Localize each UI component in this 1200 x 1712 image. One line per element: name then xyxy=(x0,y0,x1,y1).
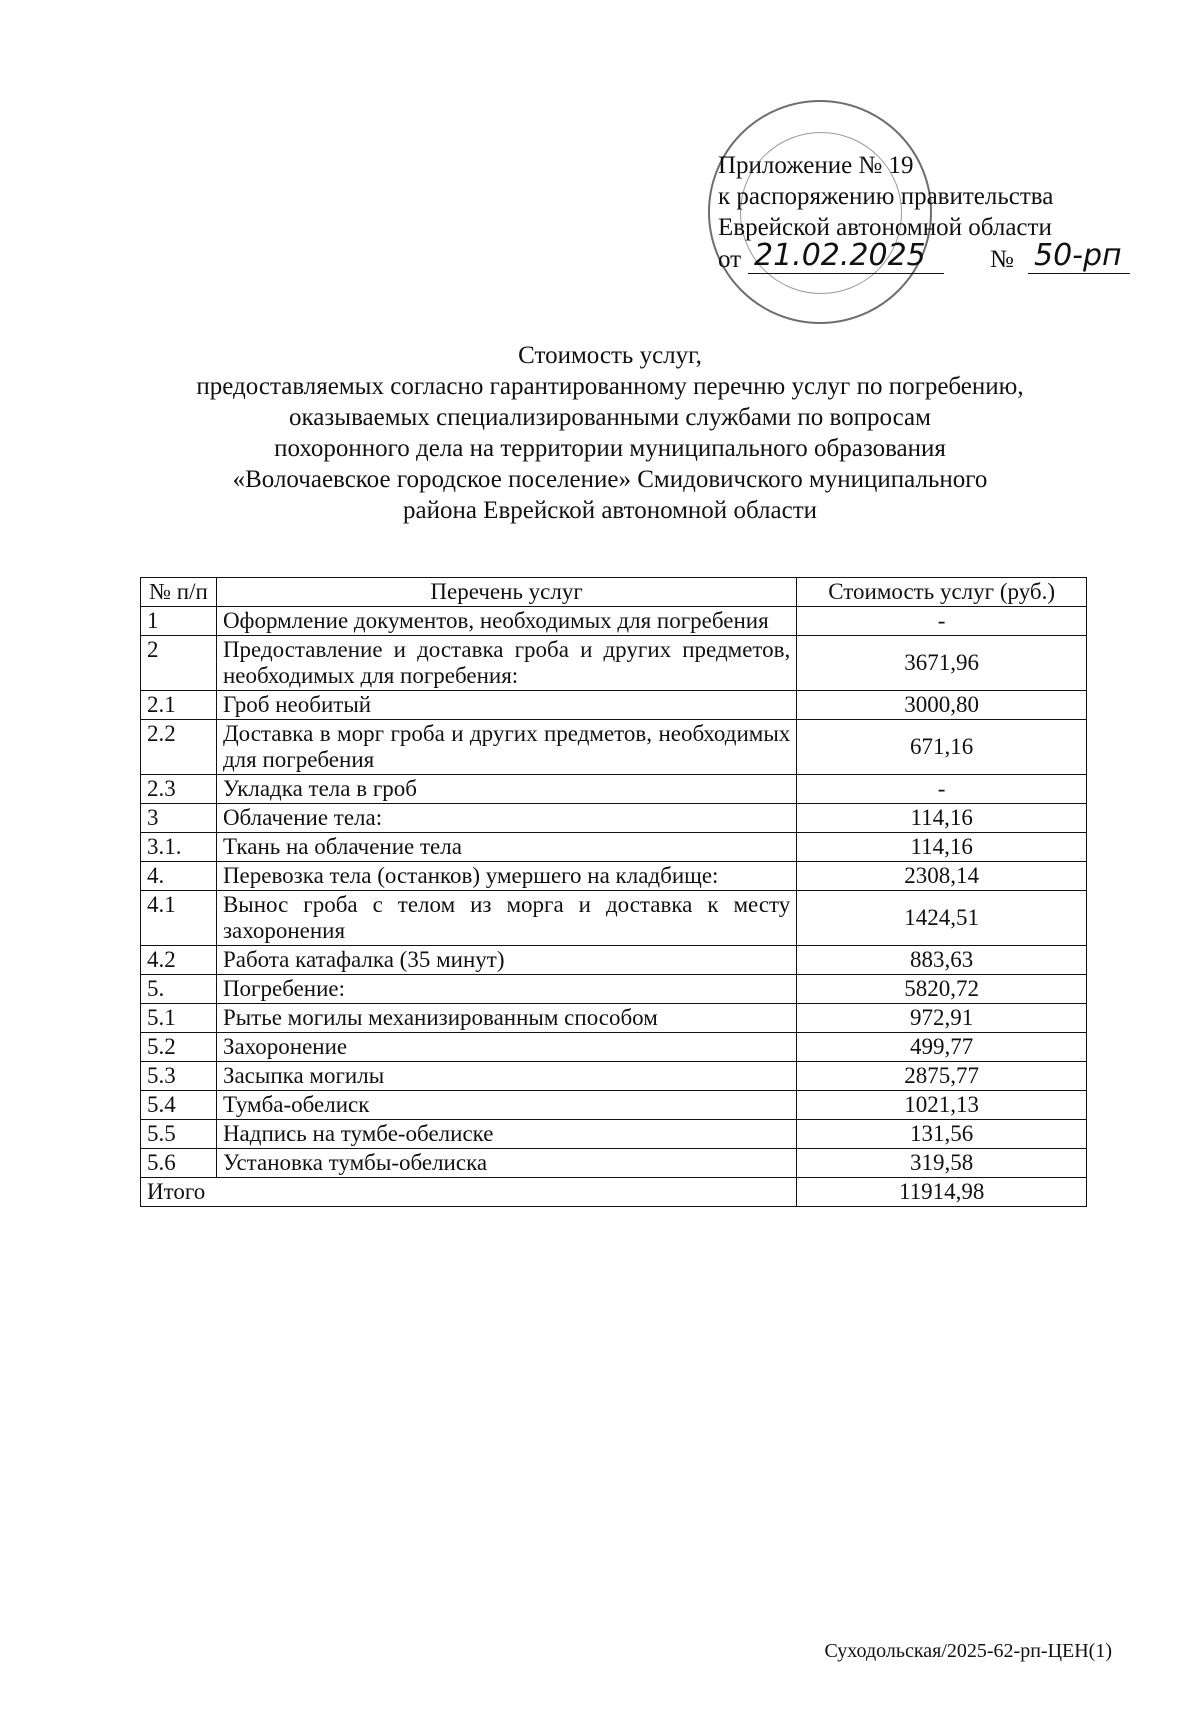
table-body xyxy=(141,607,1087,1207)
row-price: 3671,96 xyxy=(797,636,1087,691)
heading-line-6: района Еврейской автономной области xyxy=(402,497,818,524)
heading-line-4: похоронного дела на территории муниципального образования xyxy=(274,435,946,462)
table-row xyxy=(141,891,1087,946)
table-row xyxy=(141,636,1087,691)
annex-order-line: к распоряжению правительства xyxy=(718,183,1054,210)
row-price: 499,77 xyxy=(797,1033,1087,1062)
table-row xyxy=(141,775,1087,804)
header-services: Перечень услуг xyxy=(216,578,796,607)
row-price: 2875,77 xyxy=(797,1062,1087,1091)
header-cost: Стоимость услуг (руб.) xyxy=(797,578,1087,607)
row-service: Работа катафалка (35 минут) xyxy=(216,946,796,975)
row-number: 2.3 xyxy=(141,775,217,804)
total-label: Итого xyxy=(141,1178,797,1207)
document-heading xyxy=(140,340,1080,526)
row-number: 5.3 xyxy=(141,1062,217,1091)
row-price: 114,16 xyxy=(797,833,1087,862)
row-number: 5.4 xyxy=(141,1091,217,1120)
row-number: 2.1 xyxy=(141,691,217,720)
table-row xyxy=(141,804,1087,833)
annex-region-line: Еврейской автономной области xyxy=(718,214,1052,241)
row-number: 5.2 xyxy=(141,1033,217,1062)
table-total-row xyxy=(141,1178,1087,1207)
table-row xyxy=(141,720,1087,775)
table-row xyxy=(141,1091,1087,1120)
row-number: 5. xyxy=(141,975,217,1004)
row-service: Захоронение xyxy=(216,1033,796,1062)
header-number: № п/п xyxy=(141,578,217,607)
row-service: Облачение тела: xyxy=(216,804,796,833)
row-price: - xyxy=(797,775,1087,804)
table-row xyxy=(141,1120,1087,1149)
table-row xyxy=(141,1062,1087,1091)
order-number-label: № xyxy=(990,246,1014,273)
row-price: 883,63 xyxy=(797,946,1087,975)
row-number: 4.1 xyxy=(141,891,217,946)
row-number: 4. xyxy=(141,862,217,891)
document-footer-code: Суходольская/2025-62-рп-ЦЕН(1) xyxy=(824,1640,1112,1662)
table-row xyxy=(141,975,1087,1004)
order-number-handwritten: 50-рп xyxy=(1028,238,1130,274)
row-price: 671,16 xyxy=(797,720,1087,775)
row-service: Засыпка могилы xyxy=(216,1062,796,1091)
heading-line-1: Стоимость услуг, xyxy=(518,342,702,369)
order-date-handwritten: 21.02.2025 xyxy=(748,238,944,274)
row-price: 319,58 xyxy=(797,1149,1087,1178)
row-service: Гроб необитый xyxy=(216,691,796,720)
annex-title: Приложение № 19 xyxy=(718,152,914,179)
total-value: 11914,98 xyxy=(797,1178,1087,1207)
row-service: Погребение: xyxy=(216,975,796,1004)
row-number: 2.2 xyxy=(141,720,217,775)
row-service: Доставка в морг гроба и других предметов, необходимых для погребения xyxy=(216,720,796,775)
row-service: Установка тумбы-обелиска xyxy=(216,1149,796,1178)
order-reference xyxy=(718,238,1122,284)
services-cost-table xyxy=(140,577,1087,1207)
row-number: 3.1. xyxy=(141,833,217,862)
row-number: 3 xyxy=(141,804,217,833)
row-price: 5820,72 xyxy=(797,975,1087,1004)
table-row xyxy=(141,1033,1087,1062)
row-service: Укладка тела в гроб xyxy=(216,775,796,804)
table-row xyxy=(141,833,1087,862)
row-number: 5.1 xyxy=(141,1004,217,1033)
row-service: Вынос гроба с телом из морга и доставка к месту захоронения xyxy=(216,891,796,946)
row-number: 2 xyxy=(141,636,217,691)
row-service: Перевозка тела (останков) умершего на кладбище: xyxy=(216,862,796,891)
row-price: 972,91 xyxy=(797,1004,1087,1033)
row-number: 4.2 xyxy=(141,946,217,975)
heading-line-2: предоставляемых согласно гарантированному перечню услуг по погребению, xyxy=(196,373,1024,400)
row-number: 5.5 xyxy=(141,1120,217,1149)
order-date-label: от xyxy=(718,246,742,273)
row-number: 5.6 xyxy=(141,1149,217,1178)
heading-line-3: оказываемых специализированными службами по вопросам xyxy=(289,404,931,431)
table-row xyxy=(141,862,1087,891)
annex-block xyxy=(718,150,1138,243)
row-price: - xyxy=(797,607,1087,636)
table-row xyxy=(141,1149,1087,1178)
row-price: 2308,14 xyxy=(797,862,1087,891)
heading-line-5: «Волочаевское городское поселение» Смидовичского муниципального xyxy=(232,466,988,493)
row-price: 1021,13 xyxy=(797,1091,1087,1120)
row-number: 1 xyxy=(141,607,217,636)
table-header-row xyxy=(141,578,1087,607)
row-service: Рытье могилы механизированным способом xyxy=(216,1004,796,1033)
table-row xyxy=(141,691,1087,720)
row-price: 3000,80 xyxy=(797,691,1087,720)
table-row xyxy=(141,946,1087,975)
row-service: Предоставление и доставка гроба и других предметов, необходимых для погребения: xyxy=(216,636,796,691)
table-row xyxy=(141,607,1087,636)
table-row xyxy=(141,1004,1087,1033)
row-service: Тумба-обелиск xyxy=(216,1091,796,1120)
row-service: Оформление документов, необходимых для погребения xyxy=(216,607,796,636)
row-price: 114,16 xyxy=(797,804,1087,833)
row-price: 1424,51 xyxy=(797,891,1087,946)
row-price: 131,56 xyxy=(797,1120,1087,1149)
row-service: Ткань на облачение тела xyxy=(216,833,796,862)
row-service: Надпись на тумбе-обелиске xyxy=(216,1120,796,1149)
